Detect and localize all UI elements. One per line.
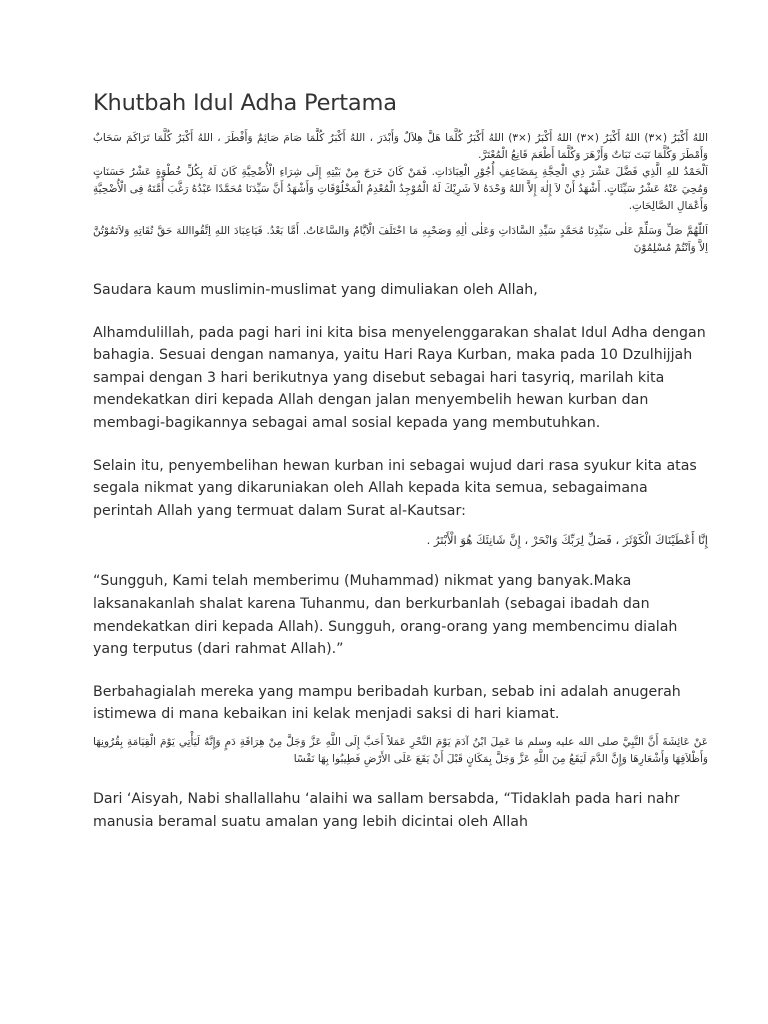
arabic-shalawat-paragraph: اَللّٰهُمَّ صَلِّ وَسَلِّمْ عَلٰى سَيِّدِنَا مُحَمَّدٍ سَيِّدِ السَّادَاتِ وَعَلٰى اٰلِهِ وَصَحْبِهِ مَا اخْتَلَفَ الْاَيَّامُ وَالسَّاعَاتُ. أَمَّا بَعْدُ. فَيَاعِبَادَ اللهِ اِتَّقُوااللهَ حَقَّ تُقَاتِهِ وَلاَتَمُوْتُنَّ اِلاَّ وَاَنْتُمْ مُسْلِمُوْنَ <box>93 225 708 254</box>
body-paragraph-berbahagialah: Berbahagialah mereka yang mampu beribadah kurban, sebab ini adalah anugerah istimewa di mana kebaikan ini kelak menjadi saksi di hari kiamat. <box>93 683 681 723</box>
greeting-paragraph: Saudara kaum muslimin-muslimat yang dimuliakan oleh Allah, <box>93 282 538 298</box>
body-paragraph-selain-itu: Selain itu, penyembelihan hewan kurban ini sebagai wujud dari rasa syukur kita atas segala nikmat yang dikaruniakan oleh Allah kepada kita semua, sebagaimana perintah Allah yang termuat dalam Surat al-Kautsar: <box>93 457 697 519</box>
document-page <box>93 88 708 833</box>
arabic-hadith-paragraph: عَنْ عَائِشَةَ أَنَّ النَّبِيَّ صلى الله عليه وسلم مَا عَمِلَ ابْنُ آدَمَ يَوْمَ النَّحْرِ عَمَلاً أَحَبَّ إِلَى اللَّهِ عَزَّ وَجَلَّ مِنْ هِرَاقَةِ دَمٍ وَإِنَّهُ لَيَأْتِي يَوْمَ الْقِيَامَةِ بِقُرُونِهَا وَأَظْلاَفِهَا وَأَشْعَارِهَا وَإِنَّ الدَّمَ لَيَقَعُ مِنَ اللَّهِ عَزَّ وَجَلَّ بِمَكَانٍ قَبْلَ أَنْ يَقَعَ عَلَى الأَرْضِ فَطِيبُوا بِهَا نَفْسًا <box>93 735 708 765</box>
arabic-hamdalah-paragraph: اَلْحَمْدُ للهِ الَّذِي فَضَّلَ عَشْرَ ذِي الْحِجَّةِ بِمَضَاعِفِ أُجُوْرِ الْعِبَادَاتِ. فَمَنْ كَانَ خَرَجَ مِنْ بَيْتِهِ إِلَى شِرَاءِ الْأُضْحِيَّةِ كَانَ لَهُ بِكُلِّ خُطْوَةٍ عَشْرُ حَسَنَاتٍ وَمُحِيَ عَنْهُ عَشْرُ سَيِّئَاتٍ. أَشْهَدُ أَنْ لاَ إِلٰهَ إِلاَّ اللهُ وَحْدَهُ لاَ شَرِيْكَ لَهُ الْمُوْجِدُ الْمُعْدِمُ الْمَخْلُوْقَاتِ وَأَشْهَدُ أَنَّ سَيِّدَنَا مُحَمَّدًا عَبْدُهُ رَغَّبَ أُمَّتَهُ فِى الْأُضْحِيَّةِ وَأَعْمَالِ الصَّالِحَاتِ. <box>93 166 708 212</box>
document-title: Khutbah Idul Adha Pertama <box>93 90 397 116</box>
arabic-kautsar-verse: إِنَّا أَعْطَيْنَاكَ الْكَوْثَرَ ، فَصَلِّ لِرَبِّكَ وَانْحَرْ ، إِنَّ شَانِئَكَ هُوَ الْأَبْتَرُ . <box>426 533 708 548</box>
arabic-takbir-paragraph: اللهُ أَكْبَرُ (×٣) اللهُ أَكْبَرُ (×٣) اللهُ أَكْبَرُ (×٣) اللهُ أَكْبَرُ كُلَّمَا هَلَّ هِلاَلٌ وَأَبْدَرَ ، اللهُ أَكْبَرُ كُلَّمَا صَامَ صَائِمٌ وَأَفْطَرَ ، اللهُ أَكْبَرُ كُلَّمَا تَرَاكَمَ سَحَابٌ وَأَمْطَرَ وَكُلَّمَا نَبَتَ نَبَاتٌ وَأَزْهَرَ وَكُلَّمَا أَطْعَمَ قَانِعُ الْمُعْتَرَّ. <box>93 132 709 161</box>
body-paragraph-alhamdulillah: Alhamdulillah, pada pagi hari ini kita bisa menyelenggarakan shalat Idul Adha dengan bahagia. Sesuai dengan namanya, yaitu Hari Raya Kurban, maka pada 10 Dzulhijjah sampai dengan 3 hari berikutnya yang disebut sebagai hari tasyriq, marilah kita mendekatkan diri kepada Allah dengan jalan menyembelih hewan kurban dan membagi-bagikannya sebagai amal sosial kepada yang membutuhkan. <box>93 324 706 431</box>
translation-paragraph: “Sungguh, Kami telah memberimu (Muhammad) nikmat yang banyak.Maka laksanakanlah shalat karena Tuhanmu, dan berkurbanlah (sebagai ibadah dan mendekatkan diri kepada Allah). Sungguh, orang-orang yang membencimu dialah yang terputus (dari rahmat Allah).” <box>93 573 678 658</box>
body-paragraph-hadith-translation: Dari ‘Aisyah, Nabi shallallahu ‘alaihi wa sallam bersabda, “Tidaklah pada hari nahr manusia beramal suatu amalan yang lebih dicintai oleh Allah <box>93 790 680 830</box>
